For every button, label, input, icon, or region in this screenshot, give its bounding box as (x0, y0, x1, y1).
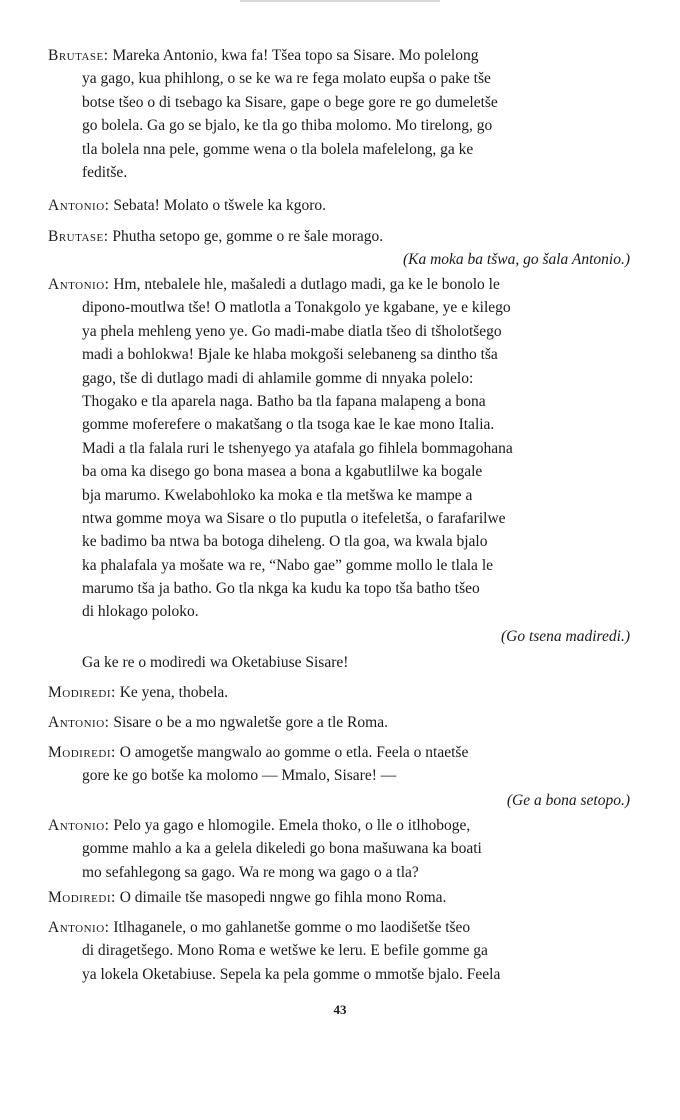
speaker-name: Brutase: (48, 228, 109, 245)
speaker-name: Modiredi: (48, 744, 116, 761)
dialogue-line: Hm, ntebalele hle, mašaledi a dutlago madi, ga ke le bonolo le (113, 276, 500, 293)
dialogue-line: Itlhaganele, o mo gahlanetše gomme o mo laodišetše tšeo (113, 919, 471, 936)
speaker-name: Antonio: (48, 714, 110, 731)
dialogue-line: botse tšeo o di tsebago ka Sisare, gape o bege gore re go dumeletše (82, 93, 498, 111)
dialogue-line: gomme moferefere o makatšang o tla tsoga kae le kae mono Italia. (82, 416, 495, 434)
dialogue-line: Phutha setopo ge, gomme o re šale morago. (112, 228, 384, 245)
dialogue-line: marumo tša ja batho. Go tla nkga ka kudu ka topo tša batho tšeo (82, 580, 480, 598)
dialogue-entry-antonio-3 (48, 711, 636, 734)
speaker-name: Antonio: (48, 817, 110, 834)
dialogue-line: Sebata! Molato o tšwele ka kgoro. (113, 197, 326, 214)
dialogue-line-continued: Ga ke re o modiredi wa Oketabiuse Sisare! (82, 654, 349, 671)
dialogue-line: feditše. (82, 163, 128, 181)
dialogue-entry-antonio-5 (48, 916, 636, 986)
speaker-name: Antonio: (48, 276, 110, 293)
dialogue-line: tla bolela nna pele, gomme wena o tla bolela mafelelong, ga ke (82, 140, 474, 158)
dialogue-line: mo sefahlegong sa gago. Wa re mong wa gago o a tla? (82, 863, 419, 881)
speaker-name: Modiredi: (48, 889, 116, 906)
dialogue-entry-brutase-2 (48, 225, 636, 248)
dialogue-entry-antonio-1 (48, 194, 636, 217)
dialogue-entry-modiredi-2 (48, 741, 636, 788)
dialogue-line: Sisare o be a mo ngwaletše gore a tle Roma. (113, 714, 388, 731)
dialogue-entry-antonio-4 (48, 814, 636, 884)
dialogue-line: Thogako e tla aparela naga. Batho ba tla fapana malapeng a bona (82, 392, 486, 410)
dialogue-line: gago, tše di dutlago madi di ahlamile gomme di nnyaka polelo: (82, 369, 474, 387)
dialogue-line: O dimaile tše masopedi nngwe go fihla mono Roma. (119, 889, 447, 906)
dialogue-line: gomme mahlo a ka a gelela dikeledi go bona mašuwana ka boati (82, 840, 482, 858)
stage-direction: (Ka moka ba tšwa, go šala Antonio.) (402, 251, 630, 268)
dialogue-line: madi a bohlokwa! Bjale ke hlaba mokgoši selebaneng sa dintho tša (82, 346, 498, 364)
dialogue-line: bja marumo. Kwelabohloko ka moka e tla metšwa ke mampe a (82, 486, 473, 504)
scan-edge-line (240, 0, 440, 2)
dialogue-line: dipono-moutlwa tše! O matlotla a Tonakgolo ye kgabane, ye e kilego (82, 299, 511, 317)
speaker-name: Brutase: (48, 47, 109, 64)
dialogue-line: ntwa gomme moya wa Sisare o tlo puputla o itefeletša, o farafarilwe (82, 509, 506, 527)
dialogue-line: gore ke go botše ka molomo — Mmalo, Sisare! — (82, 767, 397, 785)
dialogue-line: di hlokago poloko. (82, 603, 199, 621)
dialogue-line: Pelo ya gago e hlomogile. Emela thoko, o lle o itlhoboge, (113, 817, 471, 834)
dialogue-line: ya phela mehleng yeno ye. Go madi-mabe diatla tšeo di tšholotšego (82, 322, 502, 340)
dialogue-line: ba oma ka disego go bona masea a bona a kgabutlilwe ka bogale (82, 463, 483, 481)
dialogue-line: ka phalafala ya mošate wa re, “Nabo gae” gomme mollo le tlala le (82, 556, 493, 574)
dialogue-line: ya gago, kua phihlong, o se ke wa re fega molato eupša o pake tše (82, 70, 491, 88)
speaker-name: Antonio: (48, 197, 110, 214)
dialogue-line: go bolela. Ga go se bjalo, ke tla go thiba molomo. Mo tirelong, go (82, 117, 493, 135)
speaker-name: Modiredi: (48, 684, 116, 701)
dialogue-line: Mareka Antonio, kwa fa! Tšea topo sa Sisare. Mo polelong (112, 47, 479, 64)
dialogue-entry-antonio-2 (48, 273, 636, 647)
dialogue-line: ke badimo ba ntwa ba botoga diheleng. O tla goa, wa kwala bjalo (82, 533, 488, 551)
stage-direction: (Go tsena madiredi.) (500, 628, 630, 645)
dialogue-line: Madi a tla falala ruri le tshenyego ya atafala go fihlela bommagohana (82, 439, 513, 457)
dialogue-entry-brutase-1 (48, 44, 636, 184)
stage-direction: (Ge a bona setopo.) (506, 792, 630, 809)
dialogue-entry-modiredi-1 (48, 681, 636, 704)
page-number: 43 (333, 1002, 347, 1017)
dialogue-line: O amogetše mangwalo ao gomme o etla. Feela o ntaetše (119, 744, 469, 761)
dialogue-line: di diragetšego. Mono Roma e wetšwe ke leru. E befile gomme ga (82, 942, 488, 960)
speaker-name: Antonio: (48, 919, 110, 936)
dialogue-entry-modiredi-3 (48, 886, 636, 909)
dialogue-line: ya lokela Oketabiuse. Sepela ka pela gomme o mmotše bjalo. Feela (82, 965, 501, 983)
dialogue-line: Ke yena, thobela. (119, 684, 229, 701)
